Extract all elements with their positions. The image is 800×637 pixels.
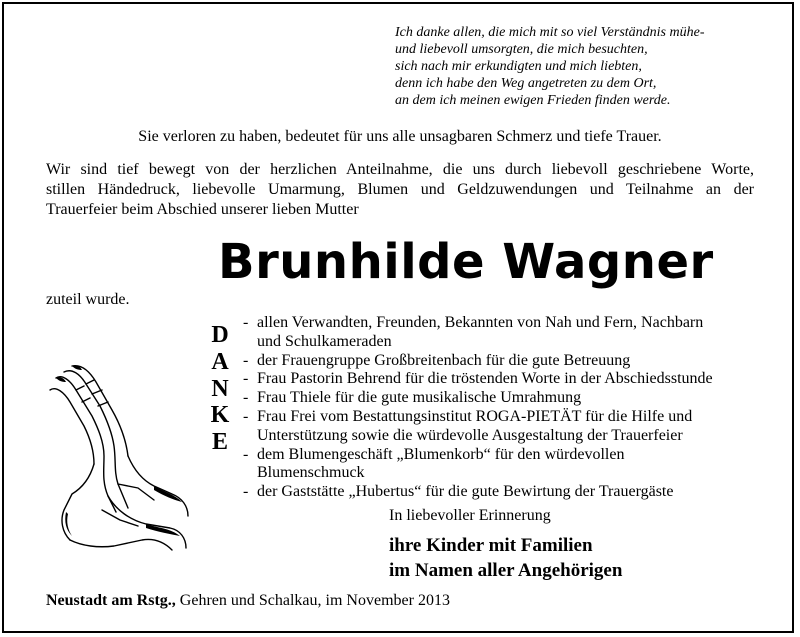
dash: - [243,445,249,463]
thanks-paragraph [46,160,754,220]
danke-acrostic [207,322,233,456]
paragraph-line: Wir sind tief bewegt von der herzlichen Anteilnahme, die uns durch liebevoll geschriebene Worte, [46,161,754,178]
dash: - [243,483,249,501]
thanks-item [241,389,786,408]
thanks-text: der Gaststätte „Hubertus“ für die gute Bewirtung der Trauergäste [257,483,674,501]
thanks-text: Frau Thiele für die gute musikalische Umrahmung [257,389,582,407]
danke-letter: A [211,348,229,375]
thanks-item [241,333,786,352]
zuteil-text: zuteil wurde. [46,291,130,308]
closing-signature [389,505,779,583]
deceased-name: Brunhilde Wagner [218,234,714,290]
poem-line: an dem ich meinen ewigen Frieden finden werde. [395,93,671,108]
closing-line: In liebevoller Erinnerung [389,507,551,524]
danke-letter: K [210,402,230,429]
footer-place-date [46,591,450,611]
paragraph-line: Trauerfeier beim Abschied unserer lieben Mutter [46,201,359,218]
thanks-item [241,408,786,427]
danke-letter: D [211,322,229,348]
poem-line: und liebevoll umsorgten, die mich besuchten, [395,42,648,57]
paragraph-line: stillen Händedruck, liebevolle Umarmung, Blumen und Geldzuwendungen und Teilnahme an der [46,181,754,198]
danke-letter: E [211,429,228,456]
poem-line: Ich danke allen, die mich mit so viel Verständnis mühe- [395,25,705,40]
poem-line: sich nach mir erkundigten und mich liebten, [395,59,642,74]
dash: - [243,389,249,407]
intro-text: Sie verloren zu haben, bedeutet für uns alle unsagbaren Schmerz und tiefe Trauer. [138,128,662,145]
praying-hands-icon [42,360,192,560]
thanks-text: Unterstützung sowie die würdevolle Ausgestaltung der Trauerfeier [257,426,683,444]
thanks-item [241,427,786,446]
thanks-item [241,352,786,371]
thanks-text: und Schulkameraden [257,332,392,350]
dash: - [243,314,249,331]
thanks-item [241,370,786,389]
thanks-text: dem Blumengeschäft „Blumenkorb“ für den würdevollen [257,445,625,463]
poem [395,24,790,109]
thanks-item [241,464,786,483]
thanks-item [241,446,786,465]
poem-line: denn ich habe den Weg angetreten zu dem Ort, [395,76,657,91]
thanks-text: Frau Pastorin Behrend für die tröstenden Worte in der Abschiedsstunde [257,370,713,388]
footer-place: Neustadt am Rstg., [46,592,176,609]
thanks-text: Frau Frei vom Bestattungsinstitut ROGA-PIETÄT für die Hilfe und [257,407,693,425]
thanks-text: Blumenschmuck [257,464,365,482]
closing-signers: im Namen aller Angehörigen [389,560,623,581]
thanks-item [241,314,786,333]
thanks-text: allen Verwandten, Freunden, Bekannten von Nah und Fern, Nachbarn [257,314,704,331]
thanks-item [241,483,786,502]
dash: - [243,351,249,369]
footer-rest: Gehren und Schalkau, im November 2013 [175,592,450,609]
danke-letter: N [211,375,229,402]
thanks-text: der Frauengruppe Großbreitenbach für die gute Betreuung [257,351,631,369]
closing-signers: ihre Kinder mit Familien [389,535,593,556]
thanks-list [241,314,786,502]
dash: - [243,407,249,425]
dash: - [243,370,249,388]
